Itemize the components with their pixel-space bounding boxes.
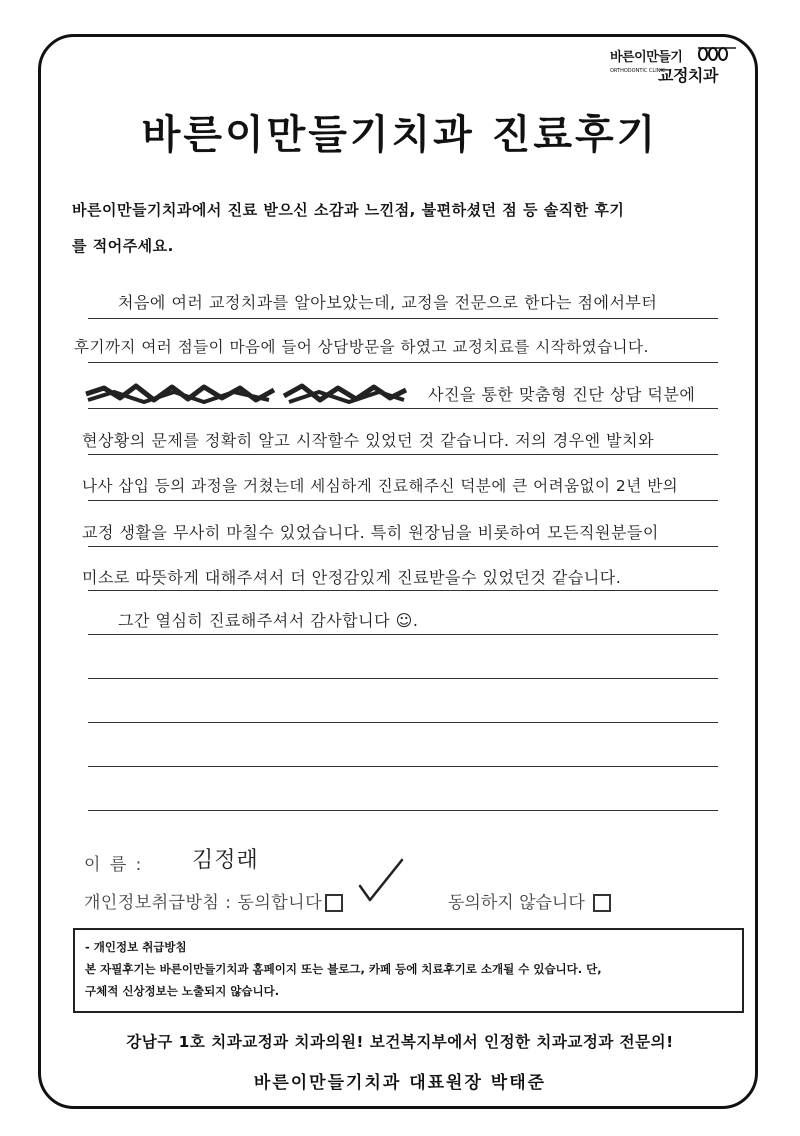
privacy-disagree-row bbox=[448, 888, 611, 913]
notice-heading: - 개인정보 취급방침 bbox=[85, 940, 187, 954]
ruled-line bbox=[88, 634, 718, 635]
review-line: 처음에 여러 교정치과를 알아보았는데, 교정을 전문으로 한다는 점에서부터 bbox=[118, 293, 658, 312]
ruled-line bbox=[88, 678, 718, 679]
review-line: 나사 삽입 등의 과정을 거쳤는데 세심하게 진료해주신 덕분에 큰 어려움없이 2년 반의 bbox=[82, 477, 679, 495]
notice-line-2: 구체적 신상정보는 노출되지 않습니다. bbox=[85, 984, 280, 998]
logo-brand-top: 바른이만들기 bbox=[610, 50, 683, 65]
name-value[interactable]: 김정래 bbox=[192, 848, 259, 873]
review-line: 현상황의 문제를 정확히 알고 시작할수 있었던 것 같습니다. 저의 경우엔 발치와 bbox=[82, 431, 655, 450]
privacy-consent-row bbox=[84, 888, 343, 913]
ruled-line bbox=[88, 590, 718, 591]
review-line: 미소로 따뜻하게 대해주셔서 더 안정감있게 진료받을수 있었던것 같습니다. bbox=[82, 568, 622, 587]
disagree-checkbox[interactable] bbox=[593, 894, 611, 912]
ruled-line bbox=[88, 810, 718, 811]
agree-checkbox[interactable] bbox=[325, 894, 343, 912]
ruled-line bbox=[88, 318, 718, 319]
checkmark-icon bbox=[356, 856, 406, 906]
review-line: 교정 생활을 무사히 마칠수 있었습니다. 특히 원장님을 비롯하여 모든직원분들이 bbox=[82, 523, 659, 542]
review-line: 사진을 통한 맞춤형 진단 상담 덕분에 bbox=[428, 385, 696, 404]
page-title: 바른이만들기치과 진료후기 bbox=[141, 112, 659, 158]
scribbled-out-text bbox=[84, 378, 414, 412]
ruled-line bbox=[88, 546, 718, 547]
privacy-notice-box bbox=[73, 928, 744, 1013]
ruled-line bbox=[88, 722, 718, 723]
footer-tagline: 강남구 1호 치과교정과 치과의원! 보건복지부에서 인정한 치과교정과 전문의! bbox=[126, 1033, 674, 1051]
notice-line-1: 본 자필후기는 바른이만들기치과 홈페이지 또는 블로그, 카페 등에 치료후기로 소개될 수 있습니다. 단, bbox=[85, 962, 602, 976]
logo-brand-main: 교정치과 bbox=[658, 66, 718, 85]
clinic-logo bbox=[610, 42, 740, 92]
ruled-line bbox=[88, 362, 718, 363]
review-line: 그간 열심히 진료해주셔서 감사합니다 ☺. bbox=[118, 611, 419, 630]
ruled-line bbox=[88, 500, 718, 501]
privacy-agree-label: 개인정보취급방침 : 동의합니다 bbox=[84, 893, 323, 913]
logo-mark-icon bbox=[696, 44, 738, 64]
instructions bbox=[72, 192, 742, 264]
instructions-line-1: 바른이만들기치과에서 진료 받으신 소감과 느낀점, 불편하셨던 점 등 솔직한 후기 bbox=[72, 201, 625, 219]
instructions-line-2: 를 적어주세요. bbox=[72, 237, 174, 255]
ruled-line bbox=[88, 766, 718, 767]
footer-signature: 바른이만들기치과 대표원장 박태준 bbox=[253, 1073, 547, 1093]
review-line: 후기까지 여러 점들이 마음에 들어 상담방문을 하였고 교정치료를 시작하였습니다. bbox=[74, 338, 649, 356]
privacy-disagree-label: 동의하지 않습니다 bbox=[448, 893, 585, 913]
ruled-line bbox=[88, 454, 718, 455]
logo-brand-sub: ORTHODONTIC CLINIC bbox=[610, 68, 666, 74]
name-label: 이 름 : bbox=[84, 855, 144, 875]
